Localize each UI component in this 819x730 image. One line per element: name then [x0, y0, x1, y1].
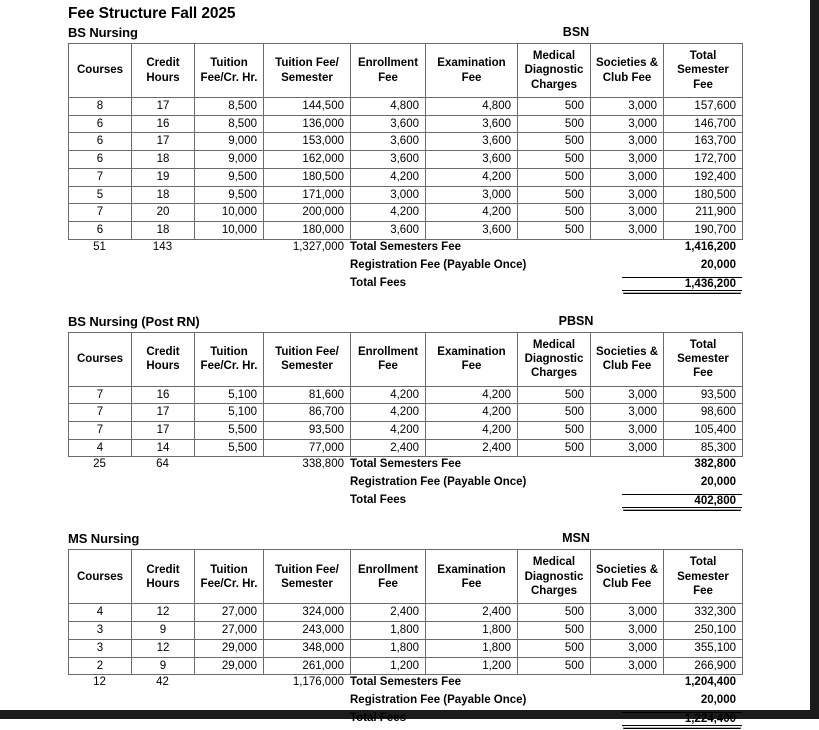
cell-courses: 6 — [69, 151, 132, 169]
cell-societies-fee: 3,000 — [591, 422, 664, 440]
col-header-tuition-fee-per-semester: Tuition Fee/ Semester — [264, 550, 351, 604]
cell-societies-fee: 3,000 — [591, 622, 664, 640]
cell-courses: 7 — [69, 168, 132, 186]
cell-societies-fee: 3,000 — [591, 168, 664, 186]
cell-tuition-semester: 348,000 — [264, 639, 351, 657]
totals-value-total-fees: 1,436,200 — [622, 277, 742, 291]
cell-courses: 7 — [69, 404, 132, 422]
totals-label-total-fees: Total Fees — [350, 276, 407, 289]
col-header-total-semester-fee: Total Semester Fee — [664, 550, 743, 604]
cell-tuition-semester: 180,500 — [264, 168, 351, 186]
col-header-medical-diagnostic-charges: Medical Diagnostic Charges — [518, 332, 591, 386]
totals-value-registration-fee: 20,000 — [700, 694, 736, 707]
cell-enrollment-fee: 1,800 — [351, 622, 426, 640]
totals-block — [68, 675, 742, 730]
cell-tuition-per-cr: 5,100 — [195, 386, 264, 404]
cell-societies-fee: 3,000 — [591, 115, 664, 133]
cell-medical-charges: 500 — [518, 151, 591, 169]
cell-societies-fee: 3,000 — [591, 404, 664, 422]
table-row — [69, 115, 743, 133]
cell-courses: 4 — [69, 439, 132, 457]
cell-enrollment-fee: 4,200 — [351, 168, 426, 186]
totals-label-semesters-fee: Total Semesters Fee — [350, 458, 462, 471]
totals-courses: 12 — [93, 676, 106, 689]
cell-courses: 8 — [69, 98, 132, 116]
cell-credit-hours: 18 — [132, 151, 195, 169]
cell-examination-fee: 4,200 — [426, 204, 518, 222]
cell-examination-fee: 4,200 — [426, 168, 518, 186]
totals-row-total-fees — [68, 494, 742, 512]
cell-credit-hours: 9 — [132, 622, 195, 640]
cell-examination-fee: 2,400 — [426, 604, 518, 622]
cell-credit-hours: 14 — [132, 439, 195, 457]
cell-total-semester-fee: 85,300 — [664, 439, 743, 457]
cell-courses: 2 — [69, 657, 132, 675]
cell-total-semester-fee: 105,400 — [664, 422, 743, 440]
col-header-credit-hours: Credit Hours — [132, 332, 195, 386]
col-header-tuition-fee-per-credit-hour: Tuition Fee/Cr. Hr. — [195, 550, 264, 604]
totals-row-semesters — [68, 676, 742, 694]
cell-medical-charges: 500 — [518, 604, 591, 622]
col-header-total-semester-fee: Total Semester Fee — [664, 44, 743, 98]
cell-examination-fee: 3,600 — [426, 221, 518, 239]
totals-value-registration-fee: 20,000 — [700, 476, 736, 489]
cell-examination-fee: 1,800 — [426, 639, 518, 657]
cell-examination-fee: 1,800 — [426, 622, 518, 640]
totals-credit-hours: 42 — [156, 676, 169, 689]
program-name: BS Nursing — [68, 25, 138, 40]
totals-row-registration — [68, 694, 742, 712]
cell-examination-fee: 4,200 — [426, 386, 518, 404]
cell-tuition-per-cr: 9,000 — [195, 151, 264, 169]
table-row — [69, 657, 743, 675]
cell-medical-charges: 500 — [518, 639, 591, 657]
section-header — [68, 531, 742, 549]
cell-examination-fee: 3,000 — [426, 186, 518, 204]
table-row — [69, 604, 743, 622]
cell-tuition-per-cr: 5,500 — [195, 422, 264, 440]
col-header-societies-club-fee: Societies & Club Fee — [591, 332, 664, 386]
cell-total-semester-fee: 163,700 — [664, 133, 743, 151]
table-row — [69, 133, 743, 151]
section-header — [68, 314, 742, 332]
cell-enrollment-fee: 1,200 — [351, 657, 426, 675]
totals-label-semesters-fee: Total Semesters Fee — [350, 240, 462, 253]
cell-enrollment-fee: 3,600 — [351, 151, 426, 169]
cell-societies-fee: 3,000 — [591, 204, 664, 222]
cell-credit-hours: 17 — [132, 422, 195, 440]
cell-credit-hours: 18 — [132, 221, 195, 239]
fee-section-pbsn — [68, 314, 742, 513]
col-header-credit-hours: Credit Hours — [132, 550, 195, 604]
col-header-enrollment-fee: Enrollment Fee — [351, 550, 426, 604]
totals-label-registration-fee: Registration Fee (Payable Once) — [350, 694, 527, 707]
cell-tuition-semester: 180,000 — [264, 221, 351, 239]
cell-credit-hours: 17 — [132, 98, 195, 116]
col-header-courses: Courses — [69, 332, 132, 386]
table-row — [69, 168, 743, 186]
col-header-total-semester-fee: Total Semester Fee — [664, 332, 743, 386]
cell-enrollment-fee: 4,200 — [351, 386, 426, 404]
col-header-tuition-fee-per-credit-hour: Tuition Fee/Cr. Hr. — [195, 44, 264, 98]
cell-total-semester-fee: 250,100 — [664, 622, 743, 640]
cell-examination-fee: 3,600 — [426, 133, 518, 151]
cell-courses: 3 — [69, 639, 132, 657]
cell-tuition-semester: 93,500 — [264, 422, 351, 440]
cell-credit-hours: 19 — [132, 168, 195, 186]
table-row — [69, 422, 743, 440]
cell-examination-fee: 3,600 — [426, 151, 518, 169]
cell-enrollment-fee: 4,200 — [351, 404, 426, 422]
cell-total-semester-fee: 211,900 — [664, 204, 743, 222]
table-row — [69, 622, 743, 640]
cell-societies-fee: 3,000 — [591, 221, 664, 239]
section-header — [68, 25, 742, 43]
cell-tuition-per-cr: 29,000 — [195, 657, 264, 675]
cell-total-semester-fee: 266,900 — [664, 657, 743, 675]
col-header-enrollment-fee: Enrollment Fee — [351, 44, 426, 98]
totals-label-total-fees: Total Fees — [350, 712, 407, 725]
fee-section-msn — [68, 531, 742, 730]
cell-medical-charges: 500 — [518, 186, 591, 204]
cell-total-semester-fee: 192,400 — [664, 168, 743, 186]
table-header-row — [69, 550, 743, 604]
cell-tuition-semester: 171,000 — [264, 186, 351, 204]
cell-tuition-per-cr: 9,500 — [195, 168, 264, 186]
cell-tuition-semester: 81,600 — [264, 386, 351, 404]
col-header-tuition-fee-per-credit-hour: Tuition Fee/Cr. Hr. — [195, 332, 264, 386]
cell-enrollment-fee: 3,600 — [351, 115, 426, 133]
program-abbreviation: PBSN — [558, 313, 594, 328]
table-body — [69, 98, 743, 240]
cell-credit-hours: 9 — [132, 657, 195, 675]
cell-societies-fee: 3,000 — [591, 186, 664, 204]
col-header-medical-diagnostic-charges: Medical Diagnostic Charges — [518, 550, 591, 604]
cell-tuition-per-cr: 8,500 — [195, 115, 264, 133]
cell-tuition-per-cr: 10,000 — [195, 221, 264, 239]
cell-tuition-semester: 144,500 — [264, 98, 351, 116]
cell-enrollment-fee: 3,600 — [351, 133, 426, 151]
col-header-courses: Courses — [69, 44, 132, 98]
fee-table — [68, 332, 743, 458]
totals-row-total-fees — [68, 277, 742, 295]
fee-table — [68, 549, 743, 675]
totals-value-semesters-fee: 1,416,200 — [684, 240, 736, 253]
table-row — [69, 639, 743, 657]
cell-tuition-semester: 162,000 — [264, 151, 351, 169]
col-header-tuition-fee-per-semester: Tuition Fee/ Semester — [264, 44, 351, 98]
cell-medical-charges: 500 — [518, 168, 591, 186]
cell-enrollment-fee: 3,600 — [351, 221, 426, 239]
cell-tuition-per-cr: 5,500 — [195, 439, 264, 457]
totals-row-registration — [68, 259, 742, 277]
totals-row-semesters — [68, 241, 742, 259]
cell-tuition-per-cr: 8,500 — [195, 98, 264, 116]
totals-tuition-semester: 338,800 — [302, 458, 344, 471]
cell-examination-fee: 2,400 — [426, 439, 518, 457]
col-header-credit-hours: Credit Hours — [132, 44, 195, 98]
cell-societies-fee: 3,000 — [591, 639, 664, 657]
cell-courses: 3 — [69, 622, 132, 640]
cell-societies-fee: 3,000 — [591, 98, 664, 116]
totals-value-semesters-fee: 382,800 — [694, 458, 736, 471]
cell-medical-charges: 500 — [518, 622, 591, 640]
cell-tuition-per-cr: 29,000 — [195, 639, 264, 657]
cell-medical-charges: 500 — [518, 386, 591, 404]
cell-medical-charges: 500 — [518, 657, 591, 675]
section-spacer — [68, 295, 742, 314]
cell-tuition-semester: 261,000 — [264, 657, 351, 675]
table-header-row — [69, 44, 743, 98]
cell-enrollment-fee: 4,800 — [351, 98, 426, 116]
cell-total-semester-fee: 157,600 — [664, 98, 743, 116]
cell-medical-charges: 500 — [518, 204, 591, 222]
cell-tuition-semester: 243,000 — [264, 622, 351, 640]
cell-enrollment-fee: 2,400 — [351, 604, 426, 622]
cell-credit-hours: 16 — [132, 386, 195, 404]
cell-societies-fee: 3,000 — [591, 439, 664, 457]
cell-tuition-per-cr: 27,000 — [195, 622, 264, 640]
cell-courses: 5 — [69, 186, 132, 204]
cell-examination-fee: 4,200 — [426, 422, 518, 440]
cell-credit-hours: 12 — [132, 604, 195, 622]
cell-examination-fee: 1,200 — [426, 657, 518, 675]
totals-value-total-fees: 1,224,400 — [622, 712, 742, 726]
cell-courses: 6 — [69, 133, 132, 151]
cell-total-semester-fee: 355,100 — [664, 639, 743, 657]
totals-block — [68, 240, 742, 295]
cell-courses: 6 — [69, 221, 132, 239]
cell-courses: 7 — [69, 422, 132, 440]
section-spacer — [68, 512, 742, 531]
cell-tuition-semester: 77,000 — [264, 439, 351, 457]
cell-medical-charges: 500 — [518, 133, 591, 151]
program-abbreviation: BSN — [562, 25, 590, 39]
totals-label-semesters-fee: Total Semesters Fee — [350, 676, 462, 689]
totals-courses: 25 — [93, 458, 106, 471]
table-row — [69, 186, 743, 204]
cell-total-semester-fee: 172,700 — [664, 151, 743, 169]
cell-total-semester-fee: 332,300 — [664, 604, 743, 622]
cell-tuition-per-cr: 10,000 — [195, 204, 264, 222]
totals-label-registration-fee: Registration Fee (Payable Once) — [350, 476, 527, 489]
cell-enrollment-fee: 4,200 — [351, 204, 426, 222]
cell-medical-charges: 500 — [518, 221, 591, 239]
cell-societies-fee: 3,000 — [591, 386, 664, 404]
cell-total-semester-fee: 146,700 — [664, 115, 743, 133]
cell-societies-fee: 3,000 — [591, 151, 664, 169]
table-row — [69, 98, 743, 116]
cell-examination-fee: 4,200 — [426, 404, 518, 422]
col-header-examination-fee: Examination Fee — [426, 332, 518, 386]
table-body — [69, 386, 743, 457]
cell-societies-fee: 3,000 — [591, 133, 664, 151]
col-header-medical-diagnostic-charges: Medical Diagnostic Charges — [518, 44, 591, 98]
cell-total-semester-fee: 180,500 — [664, 186, 743, 204]
table-row — [69, 204, 743, 222]
cell-enrollment-fee: 2,400 — [351, 439, 426, 457]
cell-tuition-semester: 136,000 — [264, 115, 351, 133]
totals-value-semesters-fee: 1,204,400 — [684, 676, 736, 689]
program-name: MS Nursing — [68, 531, 140, 547]
col-header-courses: Courses — [69, 550, 132, 604]
cell-courses: 7 — [69, 204, 132, 222]
cell-medical-charges: 500 — [518, 98, 591, 116]
cell-enrollment-fee: 1,800 — [351, 639, 426, 657]
cell-tuition-semester: 200,000 — [264, 204, 351, 222]
table-header-row — [69, 332, 743, 386]
cell-credit-hours: 20 — [132, 204, 195, 222]
col-header-examination-fee: Examination Fee — [426, 550, 518, 604]
totals-block — [68, 457, 742, 512]
col-header-societies-club-fee: Societies & Club Fee — [591, 44, 664, 98]
totals-tuition-semester: 1,176,000 — [292, 676, 344, 689]
cell-examination-fee: 4,800 — [426, 98, 518, 116]
cell-enrollment-fee: 3,000 — [351, 186, 426, 204]
totals-label-registration-fee: Registration Fee (Payable Once) — [350, 258, 527, 271]
col-header-tuition-fee-per-semester: Tuition Fee/ Semester — [264, 332, 351, 386]
fee-section-bsn — [68, 25, 742, 295]
cell-societies-fee: 3,000 — [591, 604, 664, 622]
cell-medical-charges: 500 — [518, 422, 591, 440]
cell-tuition-per-cr: 9,000 — [195, 133, 264, 151]
cell-medical-charges: 500 — [518, 115, 591, 133]
col-header-examination-fee: Examination Fee — [426, 44, 518, 98]
cell-credit-hours: 17 — [132, 133, 195, 151]
totals-value-total-fees: 402,800 — [622, 494, 742, 508]
table-body — [69, 604, 743, 675]
col-header-societies-club-fee: Societies & Club Fee — [591, 550, 664, 604]
cell-tuition-semester: 153,000 — [264, 133, 351, 151]
cell-medical-charges: 500 — [518, 404, 591, 422]
table-row — [69, 404, 743, 422]
cell-credit-hours: 17 — [132, 404, 195, 422]
cell-courses: 6 — [69, 115, 132, 133]
cell-tuition-per-cr: 27,000 — [195, 604, 264, 622]
totals-credit-hours: 64 — [156, 458, 169, 471]
cell-tuition-semester: 86,700 — [264, 404, 351, 422]
totals-row-total-fees — [68, 712, 742, 730]
program-abbreviation: MSN — [562, 531, 590, 546]
cell-courses: 7 — [69, 386, 132, 404]
page-title: Fee Structure Fall 2025 — [68, 5, 236, 22]
totals-value-registration-fee: 20,000 — [700, 258, 736, 271]
cell-examination-fee: 3,600 — [426, 115, 518, 133]
totals-label-total-fees: Total Fees — [350, 494, 407, 507]
col-header-enrollment-fee: Enrollment Fee — [351, 332, 426, 386]
totals-tuition-semester: 1,327,000 — [292, 240, 344, 253]
cell-medical-charges: 500 — [518, 439, 591, 457]
table-row — [69, 439, 743, 457]
cell-tuition-semester: 324,000 — [264, 604, 351, 622]
table-row — [69, 151, 743, 169]
cell-tuition-per-cr: 5,100 — [195, 404, 264, 422]
fee-structure-sheet — [68, 0, 742, 730]
program-name: BS Nursing (Post RN) — [68, 313, 200, 329]
cell-courses: 4 — [69, 604, 132, 622]
cell-societies-fee: 3,000 — [591, 657, 664, 675]
totals-credit-hours: 143 — [152, 240, 173, 253]
table-row — [69, 386, 743, 404]
cell-credit-hours: 12 — [132, 639, 195, 657]
cell-tuition-per-cr: 9,500 — [195, 186, 264, 204]
cell-credit-hours: 16 — [132, 115, 195, 133]
totals-row-semesters — [68, 458, 742, 476]
cell-total-semester-fee: 98,600 — [664, 404, 743, 422]
fee-table — [68, 43, 743, 240]
table-row — [69, 221, 743, 239]
totals-row-registration — [68, 476, 742, 494]
cell-enrollment-fee: 4,200 — [351, 422, 426, 440]
cell-total-semester-fee: 190,700 — [664, 221, 743, 239]
cell-total-semester-fee: 93,500 — [664, 386, 743, 404]
cell-credit-hours: 18 — [132, 186, 195, 204]
totals-courses: 51 — [93, 240, 106, 253]
